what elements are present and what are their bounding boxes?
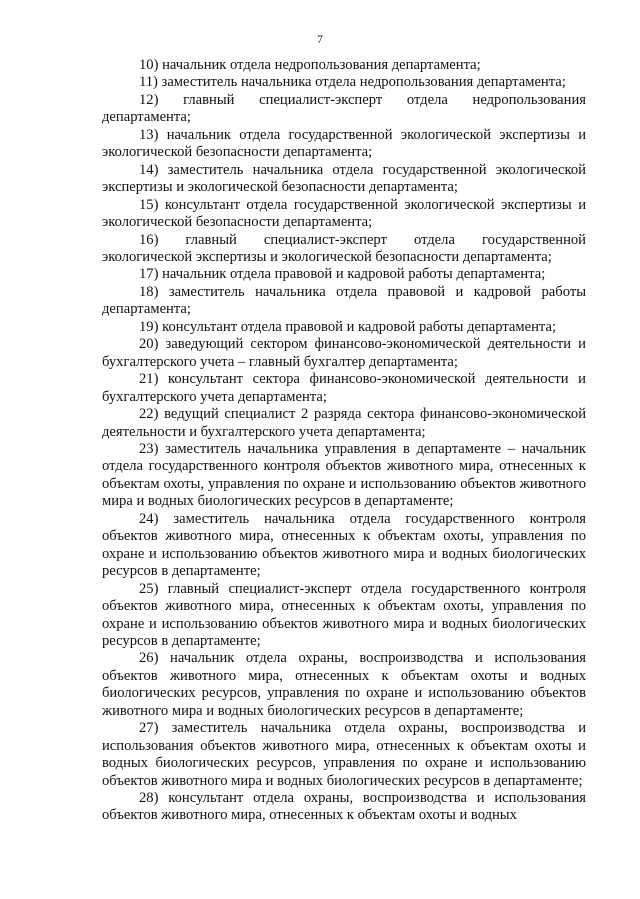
list-item: 22) ведущий специалист 2 разряда сектора финансово-экономической деятельности и бухгалтерского учета департамента; <box>102 406 586 440</box>
list-item: 20) заведующий сектором финансово-экономической деятельности и бухгалтерского учета – главный бухгалтер департамента; <box>102 336 586 370</box>
list-item: 25) главный специалист-эксперт отдела государственного контроля объектов животного мира, отнесенных к объектам охоты, управления по охране и использованию объектов животного мира и водных биологических ресурсов в департаменте; <box>102 580 586 649</box>
page-number: 7 <box>317 34 323 46</box>
list-item: 18) заместитель начальника отдела правовой и кадровой работы департамента; <box>102 283 586 318</box>
list-item: 10) начальник отдела недропользования департамента; <box>139 57 481 73</box>
list-item: 16) главный специалист-эксперт отдела государственной экологической экспертизы и экологической безопасности департамента; <box>102 231 586 265</box>
list-item: 17) начальник отдела правовой и кадровой работы департамента; <box>139 266 546 283</box>
list-item: 24) заместитель начальника отдела государственного контроля объектов животного мира, отнесенных к объектам охоты, управления по охране и использованию объектов животного мира и водных биологических ресурсов в департаменте; <box>102 510 586 580</box>
document-body <box>102 57 586 825</box>
list-item: 15) консультант отдела государственной экологической экспертизы и экологической безопасности департамента; <box>102 196 586 231</box>
list-item: 27) заместитель начальника отдела охраны, воспроизводства и использования объектов животного мира, отнесенных к объектам охоты и водных биологических ресурсов, управления по охране и использованию объектов животного мира и водных биологических ресурсов в департаменте; <box>102 720 586 789</box>
list-item: 14) заместитель начальника отдела государственной экологической экспертизы и экологической безопасности департамента; <box>102 161 586 196</box>
list-item: 12) главный специалист-эксперт отдела недропользования департамента; <box>102 91 586 126</box>
list-item: 21) консультант сектора финансово-экономической деятельности и бухгалтерского учета департамента; <box>102 371 586 405</box>
list-item: 11) заместитель начальника отдела недропользования департамента; <box>139 74 566 91</box>
list-item: 19) консультант отдела правовой и кадровой работы департамента; <box>139 318 557 335</box>
list-item: 26) начальник отдела охраны, воспроизводства и использования объектов животного мира, отнесенных к объектам охоты и водных биологических ресурсов, управления по охране и использованию объектов животного мира и водных биологических ресурсов в департаменте; <box>102 650 586 719</box>
list-item: 28) консультант отдела охраны, воспроизводства и использования объектов животного мира, отнесенных к объектам охоты и водных <box>102 790 586 824</box>
list-item: 23) заместитель начальника управления в департаменте – начальник отдела государственного контроля объектов животного мира, отнесенных к объектам охоты, управления по охране и использованию объектов животного мира и водных биологических ресурсов в департаменте; <box>102 440 586 510</box>
list-item: 13) начальник отдела государственной экологической экспертизы и экологической безопасности департамента; <box>102 126 586 161</box>
